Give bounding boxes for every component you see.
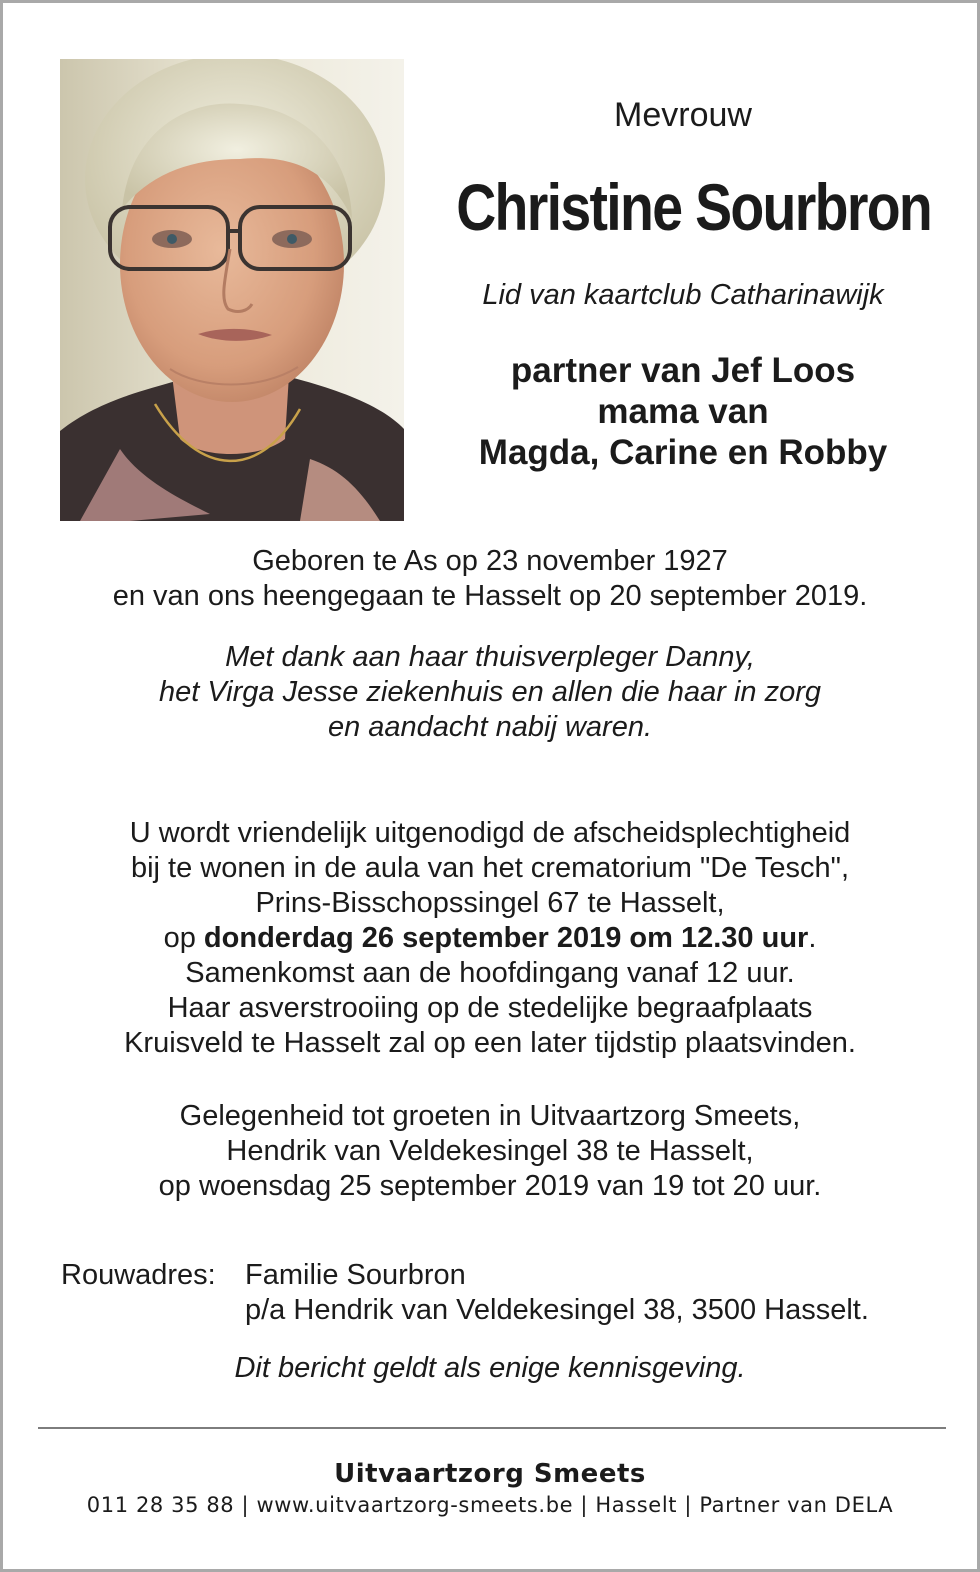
honorific: Mevrouw <box>614 96 752 134</box>
funeral-home-name: Uitvaartzorg Smeets <box>334 1459 646 1489</box>
visitation-info <box>3 1099 977 1204</box>
family-line: mama van <box>597 392 769 431</box>
ceremony-invitation <box>3 816 977 1061</box>
thanks-message <box>3 640 977 745</box>
family-relations <box>413 350 953 473</box>
life-dates <box>3 544 977 614</box>
date-prefix: op <box>163 922 204 954</box>
ceremony-date: donderdag 26 september 2019 om 12.30 uur <box>203 922 809 954</box>
closing-note: Dit bericht geldt als enige kennisgeving. <box>234 1352 746 1384</box>
family-line: Magda, Carine en Robby <box>478 433 888 472</box>
thanks-line: het Virga Jesse ziekenhuis en allen die haar in zorg <box>158 676 822 708</box>
thanks-line: en aandacht nabij waren. <box>327 711 653 743</box>
visitation-line: Gelegenheid tot groeten in Uitvaartzorg Smeets, <box>179 1100 801 1132</box>
ceremony-line: Kruisveld te Hasselt zal op een later tijdstip plaatsvinden. <box>124 1027 856 1059</box>
thanks-line: Met dank aan haar thuisverpleger Danny, <box>225 641 755 673</box>
birth-line: Geboren te As op 23 november 1927 <box>252 545 728 577</box>
visitation-line: op woensdag 25 september 2019 van 19 tot 20 uur. <box>158 1170 822 1202</box>
visitation-line: Hendrik van Veldekesingel 38 te Hasselt, <box>226 1135 754 1167</box>
club-membership: Lid van kaartclub Catharinawijk <box>482 279 884 311</box>
portrait-photo <box>60 59 404 521</box>
ceremony-line: bij te wonen in de aula van het crematorium "De Tesch", <box>130 852 850 884</box>
date-suffix: . <box>808 922 817 954</box>
ceremony-line: U wordt vriendelijk uitgenodigd de afscheidsplechtigheid <box>129 817 851 849</box>
footer-divider <box>38 1427 946 1429</box>
address-line: Familie Sourbron <box>245 1259 466 1291</box>
ceremony-line: Prins-Bisschopssingel 67 te Hasselt, <box>255 887 725 919</box>
address-line: p/a Hendrik van Veldekesingel 38, 3500 Hasselt. <box>245 1294 869 1326</box>
ceremony-line: Haar asverstrooiing op de stedelijke begraafplaats <box>167 992 813 1024</box>
funeral-home-contact: 011 28 35 88 | www.uitvaartzorg-smeets.be | Hasselt | Partner van DELA <box>86 1493 894 1517</box>
address-label: Rouwadres: <box>61 1259 216 1291</box>
family-line: partner van Jef Loos <box>510 351 856 390</box>
ceremony-date-line <box>3 921 977 956</box>
death-line: en van ons heengegaan te Hasselt op 20 september 2019. <box>112 580 868 612</box>
deceased-name: Christine Sourbron <box>456 170 932 244</box>
mourning-address <box>61 1258 941 1328</box>
ceremony-line: Samenkomst aan de hoofdingang vanaf 12 uur. <box>185 957 795 989</box>
